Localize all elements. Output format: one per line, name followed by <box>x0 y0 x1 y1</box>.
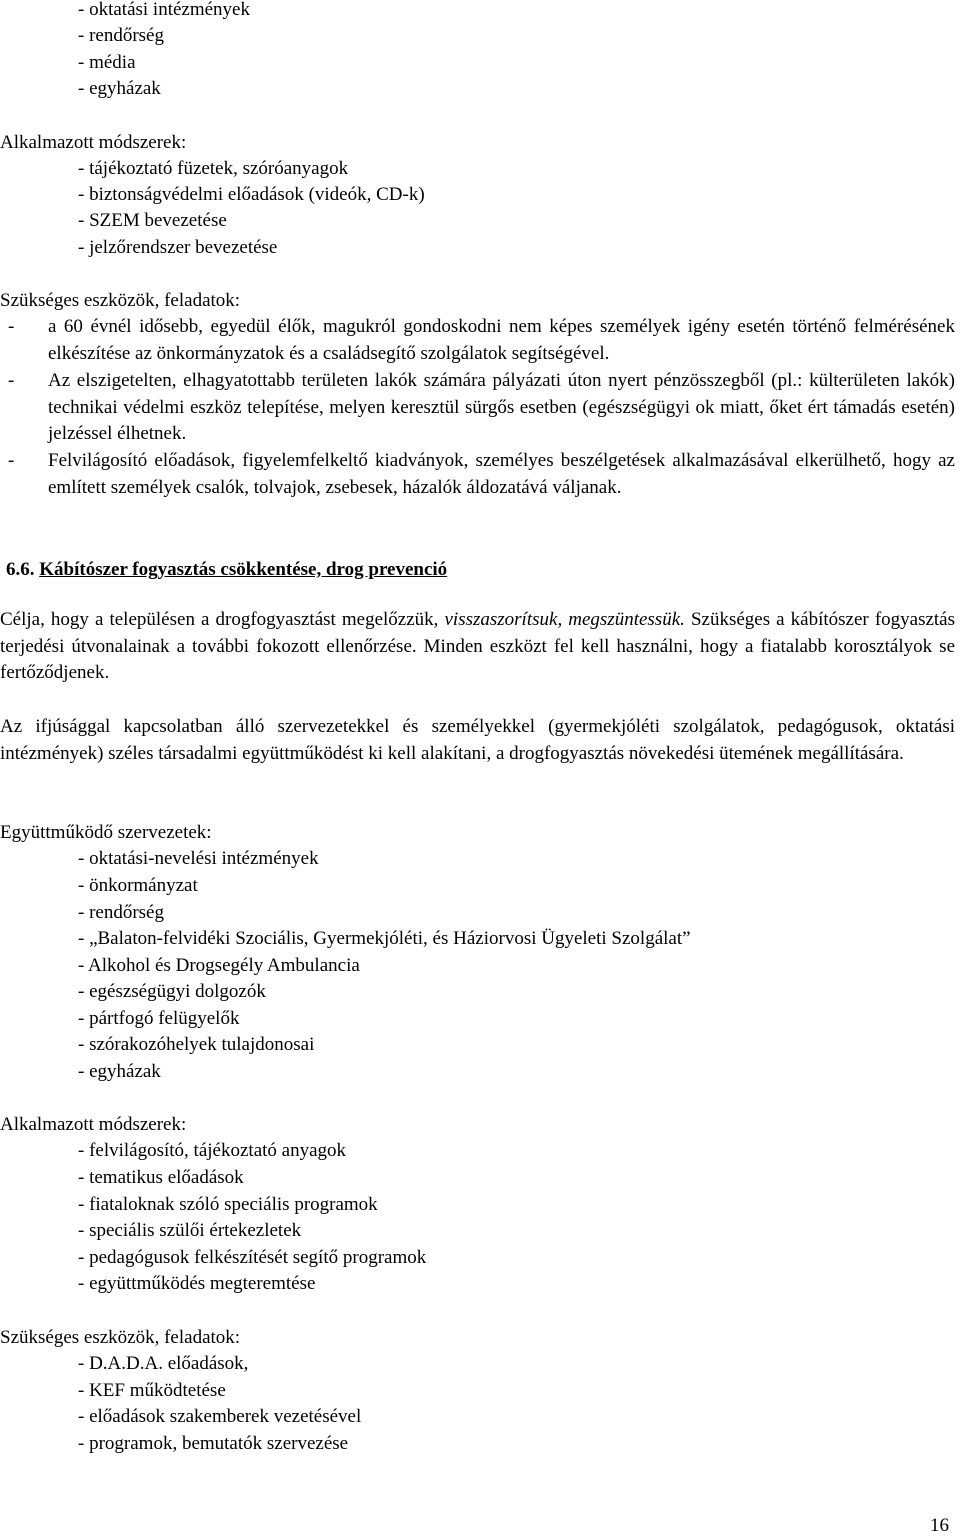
list-item: - rendőrség <box>78 902 164 923</box>
list-item: - KEF működtetése <box>78 1380 226 1401</box>
list-item: - egészségügyi dolgozók <box>78 981 266 1002</box>
bullet-item: - Az elszigetelten, elhagyatottabb területen lakók számára pályázati úton nyert pénzösszegből (pl.: külterületen lakók) technikai védelmi eszköz telepítése, melyen keresztül sürgős esetben (egészségügyi ok miatt, őket ért támadás esetén) jelzéssel élhetnek. <box>8 370 955 445</box>
section-number: 6.6. <box>6 559 35 580</box>
list-item: - felvilágosító, tájékoztató anyagok <box>78 1140 347 1161</box>
partners-label: Együttműködő szervezetek: <box>0 822 212 843</box>
methods-label: Alkalmazott módszerek: <box>0 1114 187 1135</box>
list-item: - szórakozóhelyek tulajdonosai <box>78 1034 315 1055</box>
paragraph: Az ifjúsággal kapcsolatban álló szervezetekkel és személyekkel (gyermekjóléti szolgálatok, pedagógusok, oktatási intézmények) széles társadalmi együttműködést ki kell alakítani, a drogfogyasztás növekedési ütemének megállítására. <box>0 716 955 764</box>
list-item: - SZEM bevezetése <box>78 210 227 231</box>
list-item: - oktatási-nevelési intézmények <box>78 848 319 869</box>
list-item: - programok, bemutatók szervezése <box>78 1433 349 1454</box>
list-item: - rendőrség <box>78 25 164 46</box>
list-item: - speciális szülői értekezletek <box>78 1220 302 1241</box>
tools-label: Szükséges eszközök, feladatok: <box>0 290 241 311</box>
list-item: - oktatási intézmények <box>78 0 250 20</box>
list-item: - jelzőrendszer bevezetése <box>78 237 278 258</box>
bullet-item: - Felvilágosító előadások, figyelemfelkeltő kiadványok, személyes beszélgetések alkalmazásával elkerülhető, hogy az említett személyek csalók, tolvajok, zsebesek, házalók áldozatává váljanak. <box>8 450 955 498</box>
methods-label: Alkalmazott módszerek: <box>0 132 187 153</box>
section-title: Kábítószer fogyasztás csökkentése, drog prevenció <box>39 559 448 580</box>
section-heading <box>6 557 447 583</box>
list-item: - fiataloknak szóló speciális programok <box>78 1194 378 1215</box>
list-item: - biztonságvédelmi előadások (videók, CD-k) <box>78 184 425 205</box>
list-item: - tematikus előadások <box>78 1167 244 1188</box>
list-item: - együttműködés megteremtése <box>78 1273 316 1294</box>
list-item: - önkormányzat <box>78 875 198 896</box>
list-item: - egyházak <box>78 1061 161 1082</box>
list-item: - pártfogó felügyelők <box>78 1008 240 1029</box>
bullet-item: - a 60 évnél idősebb, egyedül élők, magukról gondoskodni nem képes személyek igény esetén történő felmérésének elkészítése az önkormányzatok és a családsegítő szolgálatok segítségével. <box>8 316 955 364</box>
list-item: - „Balaton-felvidéki Szociális, Gyermekjóléti, és Háziorvosi Ügyeleti Szolgálat” <box>78 928 691 949</box>
list-item: - egyházak <box>78 78 161 99</box>
list-item: - előadások szakemberek vezetésével <box>78 1406 362 1427</box>
list-item: - D.A.D.A. előadások, <box>78 1353 249 1374</box>
page-number: 16 <box>930 1515 949 1536</box>
paragraph: Célja, hogy a településen a drogfogyasztást megelőzzük, visszaszorítsuk, megszüntessük. Szükséges a kábítószer fogyasztás terjedési útvonalainak a további fokozott ellenőrzése. Minden eszközt fel kell használni, hogy a fiatalabb korosztályok se fertőződjenek. <box>0 609 956 684</box>
list-item: - tájékoztató füzetek, szóróanyagok <box>78 158 349 179</box>
tools-label: Szükséges eszközök, feladatok: <box>0 1327 241 1348</box>
list-item: - média <box>78 52 136 73</box>
list-item: - pedagógusok felkészítését segítő programok <box>78 1247 427 1268</box>
list-item: - Alkohol és Drogsegély Ambulancia <box>78 955 360 976</box>
